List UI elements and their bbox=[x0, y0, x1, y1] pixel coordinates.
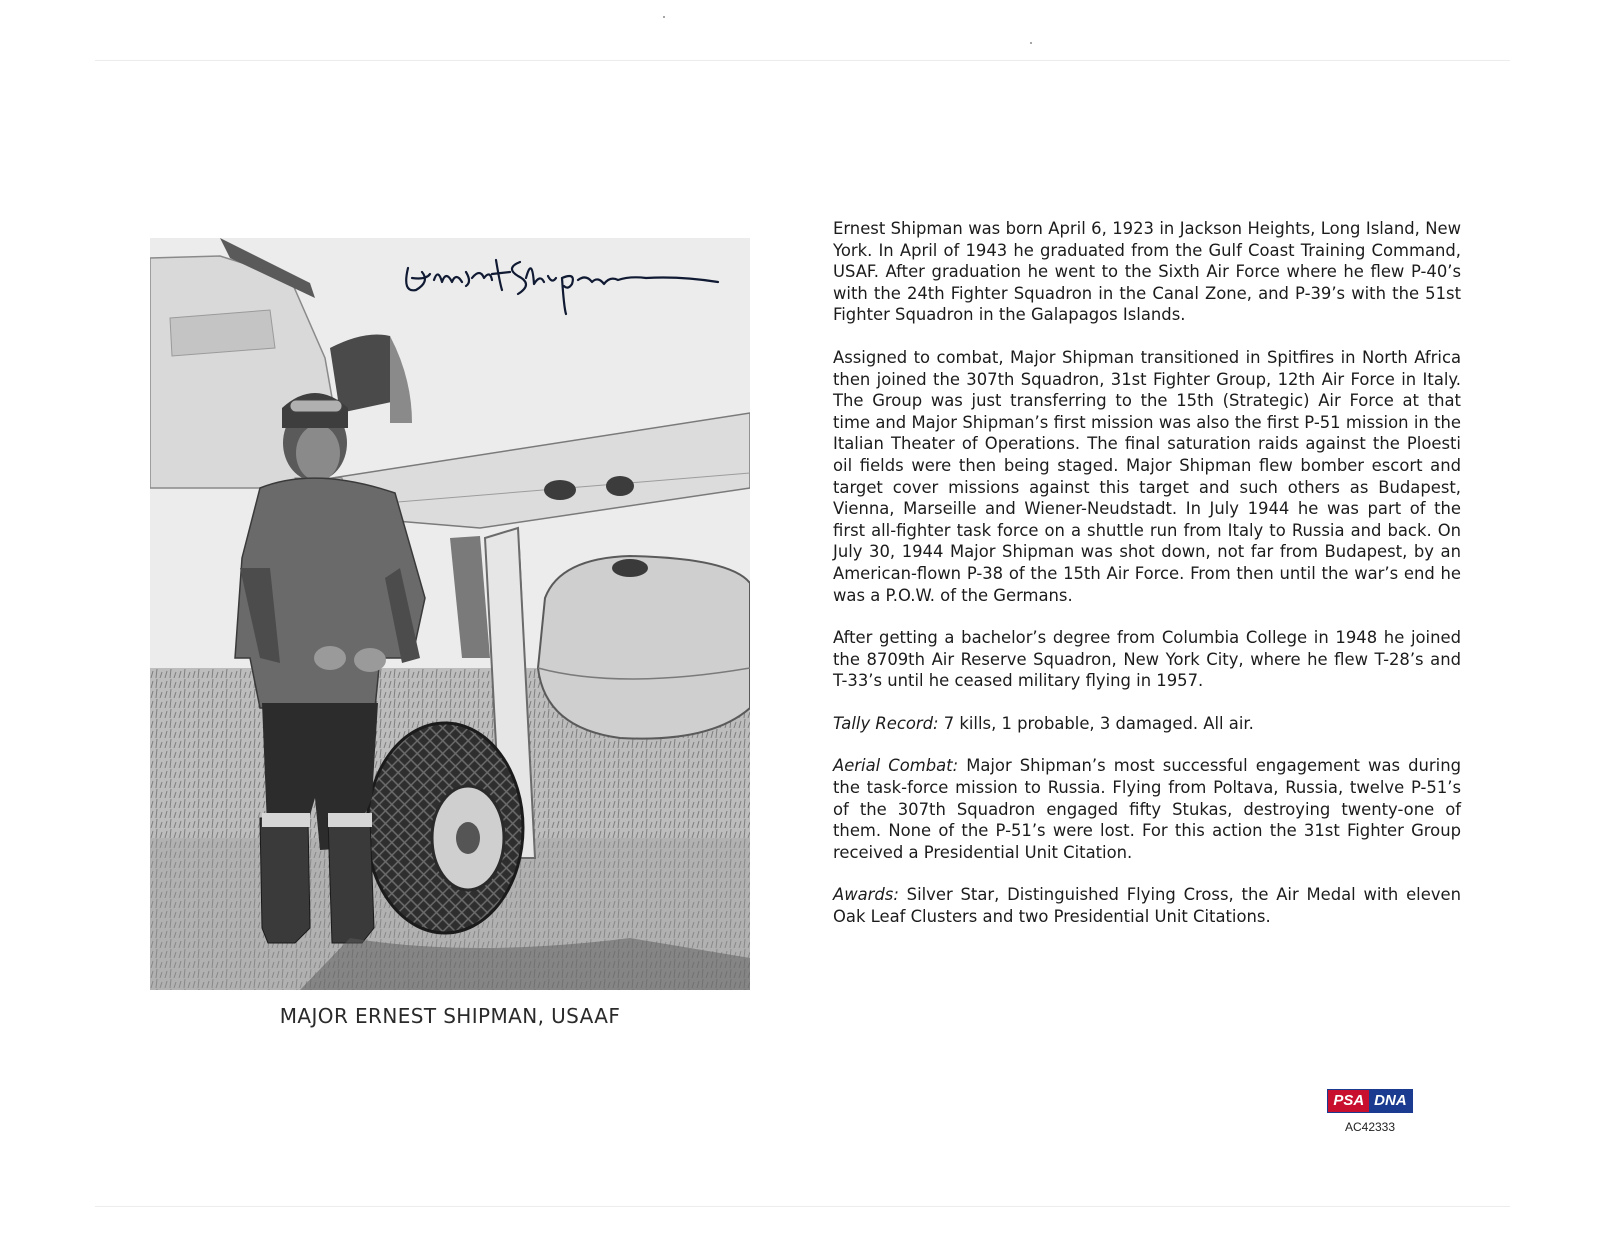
certificate-number: AC42333 bbox=[1344, 1120, 1396, 1134]
aerial-combat bbox=[833, 755, 1461, 863]
authentication-sticker bbox=[1320, 1089, 1420, 1134]
dust-speck bbox=[663, 16, 665, 18]
aerial-combat-text: Major Shipman’s most successful engagement was during the task-force mission to Russia. Flying from Poltava, Russia, twelve P-51’s of the 307th Squadron engaged fifty Stukas, destroying twenty-one of them. None of the P-51’s were lost. For this action the 31st Fighter Group received a Presidential Unit Citation. bbox=[833, 756, 1461, 862]
dust-speck bbox=[1030, 42, 1032, 44]
bio-paragraph-combat: Assigned to combat, Major Shipman transitioned in Spitfires in North Africa then joined the 307th Squadron, 31st Fighter Group, 12th Air Force in Italy. The Group was just transferring to the 15th (Strategic) Air Force at that time and Major Shipman’s first mission was also the first P-51 mission in the Italian Theater of Operations. The final saturation raids against the Ploesti oil fields were then being staged. Major Shipman flew bomber escort and target cover missions against this target and such others as Budapest, Vienna, Marseille and Wiener-Neudstadt. In July 1944 he was part of the first all-fighter task force on a shuttle run from Italy to Russia and back. On July 30, 1944 Major Shipman was shot down, not far from Budapest, by an American-flown P-38 of the 15th Air Force. From then until the war’s end he was a P.O.W. of the Germans. bbox=[833, 347, 1461, 605]
psa-dna-logo bbox=[1327, 1089, 1412, 1113]
pilot-photo bbox=[150, 238, 750, 990]
photo-caption: MAJOR ERNEST SHIPMAN, USAAF bbox=[279, 1004, 621, 1028]
tally-label: Tally Record: bbox=[833, 713, 939, 733]
awards-text: Silver Star, Distinguished Flying Cross, the Air Medal with eleven Oak Leaf Clusters and two Presidential Unit Citations. bbox=[833, 885, 1461, 927]
tally-text: 7 kills, 1 probable, 3 damaged. All air. bbox=[938, 713, 1254, 733]
bottom-edge-line bbox=[95, 1206, 1510, 1207]
awards-label: Awards: bbox=[833, 885, 899, 905]
psa-logo-text: PSA bbox=[1328, 1090, 1369, 1112]
bio-paragraph-birth: Ernest Shipman was born April 6, 1923 in Jackson Heights, Long Island, New York. In April of 1943 he graduated from the Gulf Coast Training Command, USAF. After graduation he went to the Sixth Air Force where he flew P-40’s with the 24th Fighter Squadron in the Canal Zone, and P-39’s with the 51st Fighter Squadron in the Galapagos Islands. bbox=[833, 219, 1461, 325]
dna-logo-text: DNA bbox=[1369, 1090, 1412, 1112]
bio-paragraph-postwar: After getting a bachelor’s degree from Columbia College in 1948 he joined the 8709th Air Reserve Squadron, New York City, where he flew T-28’s and T-33’s until he ceased military flying in 1957. bbox=[833, 628, 1461, 691]
pilot-photo-drawing bbox=[150, 238, 750, 990]
aerial-combat-label: Aerial Combat: bbox=[833, 756, 959, 776]
tally-record bbox=[833, 713, 1461, 735]
awards bbox=[833, 884, 1461, 927]
top-edge-line bbox=[95, 60, 1510, 61]
biography-text bbox=[833, 218, 1461, 949]
